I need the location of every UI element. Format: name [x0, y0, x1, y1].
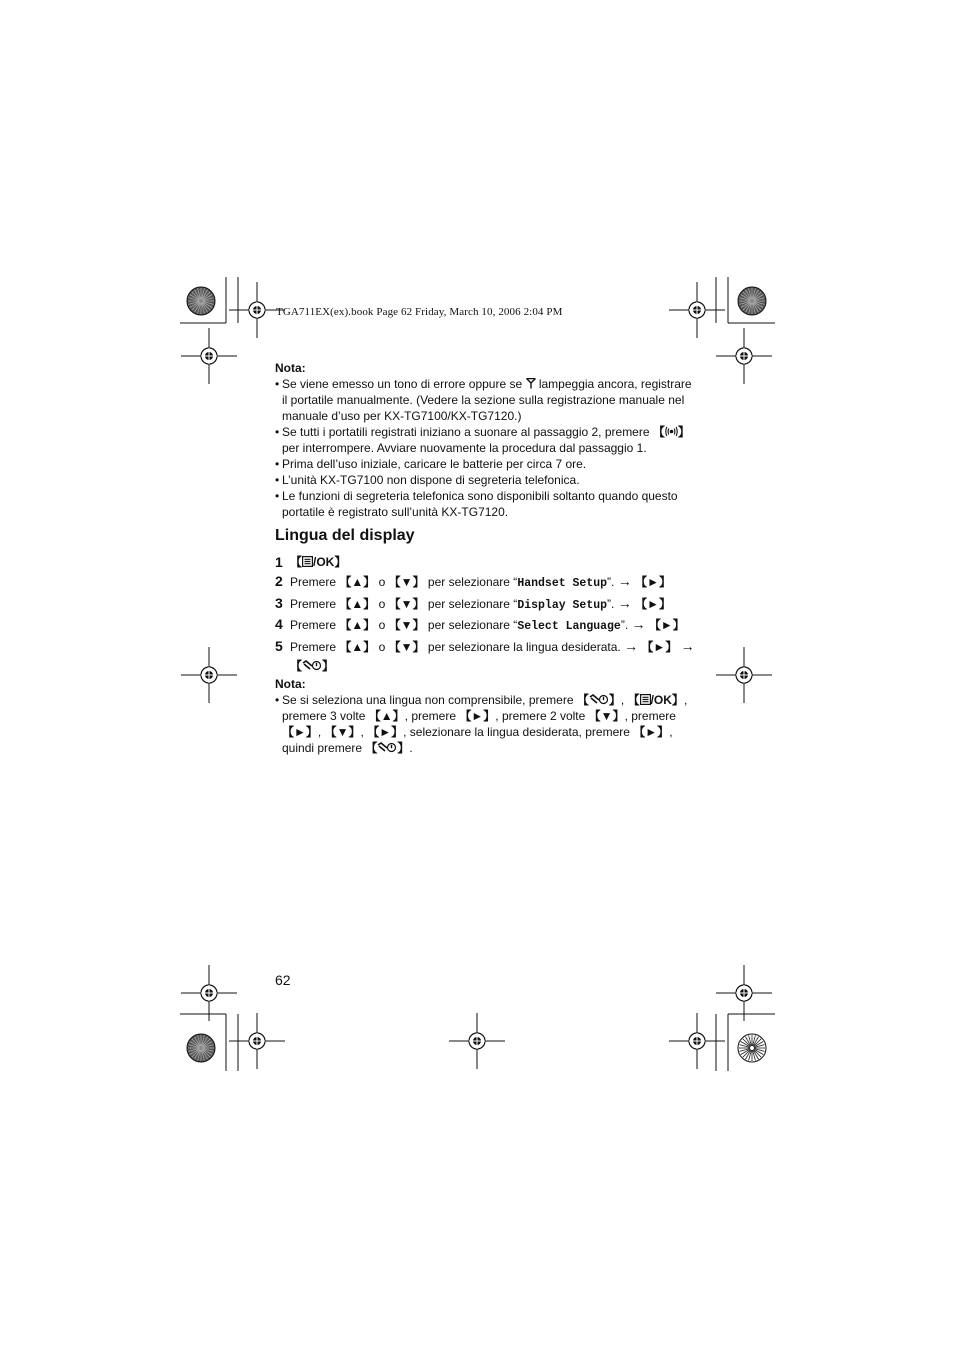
- color-wheel-icon: [199, 1046, 203, 1050]
- color-wheel-icon: [750, 1046, 754, 1050]
- antenna-icon: [526, 378, 536, 389]
- page-content: [275, 360, 695, 756]
- note-bullet: • Prima dell’uso iniziale, caricare le batterie per circa 7 ore.: [275, 456, 695, 472]
- menu-icon: [302, 556, 313, 567]
- off-power-icon: [377, 742, 397, 753]
- step: 2 Premere 【▲】 o 【▼】 per selezionare “Handset Setup”. → 【►】: [275, 573, 671, 591]
- note-bullet: • Se si seleziona una lingua non comprensibile, premere 【 】, 【 /OK】, premere 3 volte 【▲】, premere 【►】, premere 2 volte 【▼】, premere 【►】, 【▼】, 【►】, selezionare la lingua desiderata, premere 【►】, quindi premere 【 】.: [275, 692, 695, 756]
- color-wheel-icon: [750, 299, 754, 303]
- off-power-icon: [589, 694, 609, 705]
- step: 5 Premere 【▲】 o 【▼】 per selezionare la lingua desiderata. → 【►】 → 【 】: [275, 637, 695, 674]
- note-bullet: • Se tutti i portatili registrati iniziano a suonare al passaggio 2, premere 【 】 per interrompere. Avviare nuovamente la procedura dal passaggio 1.: [275, 424, 695, 456]
- note-bullet: • Le funzioni di segreteria telefonica sono disponibili soltanto quando questo portatile è registrato sull’unità KX-TG7120.: [275, 488, 695, 520]
- menu-icon: [640, 694, 651, 705]
- step: 1 【 /OK】: [275, 554, 347, 570]
- note-bullet: • L’unità KX-TG7100 non dispone di segreteria telefonica.: [275, 472, 695, 488]
- note-label: Nota:: [275, 677, 306, 692]
- color-wheel-icon: [199, 299, 203, 303]
- page-number: 62: [275, 972, 291, 988]
- note-label: Nota:: [275, 361, 306, 375]
- print-header: TGA711EX(ex).book Page 62 Friday, March 10, 2006 2:04 PM: [276, 306, 563, 318]
- off-power-icon: [302, 660, 322, 671]
- step: 3 Premere 【▲】 o 【▼】 per selezionare “Display Setup”. → 【►】: [275, 594, 671, 612]
- section-title: Lingua del display: [275, 527, 415, 544]
- note-bullet: • Se viene emesso un tono di errore oppure se lampeggia ancora, registrare il portatile manualmente. (Vedere la sezione sulla registrazione manuale nel manuale d’uso per KX-TG7100/KX-TG7120.): [275, 376, 695, 424]
- step: 4 Premere 【▲】 o 【▼】 per selezionare “Select Language”. → 【►】: [275, 616, 685, 634]
- intercom-locator-icon: [665, 426, 678, 437]
